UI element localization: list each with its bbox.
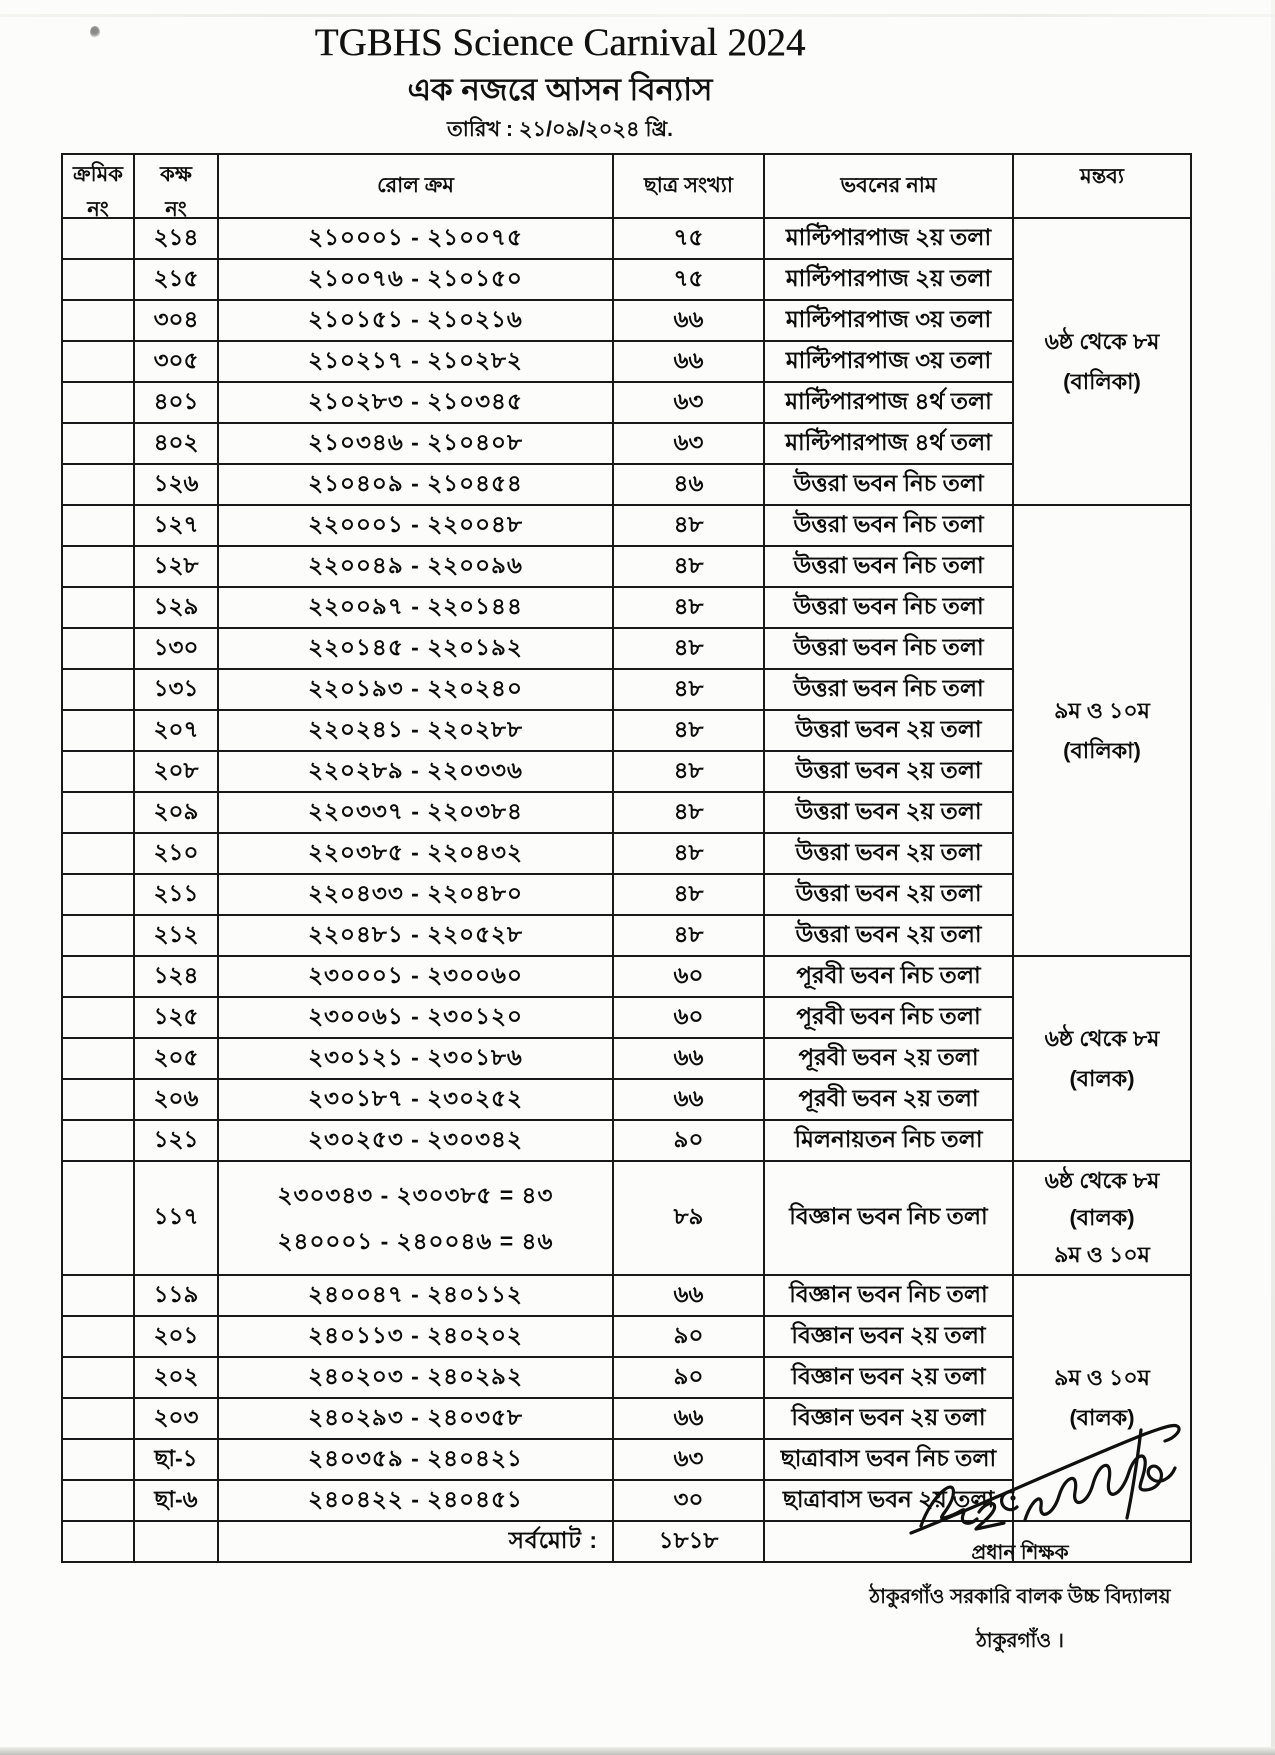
roll-cell: ২২০২৪১ - ২২০২৮৮ (218, 710, 613, 751)
table-row (62, 505, 1191, 546)
roll-cell: ২৪০৩৫৯ - ২৪০৪২১ (218, 1439, 613, 1480)
roll-cell: ২২০০০১ - ২২০০৪৮ (218, 505, 613, 546)
designation-label: প্রধান শিক্ষক (971, 1542, 1069, 1564)
count-cell: ৬০ (613, 997, 764, 1038)
remark-cell (1013, 218, 1191, 505)
serial-cell (62, 956, 134, 997)
date-line: তারিখ : ২১/০৯/২০২৪ খ্রি. (447, 118, 673, 141)
serial-cell (62, 423, 134, 464)
room-cell: ১১৭ (134, 1161, 218, 1275)
roll-cell: ২৪০৪২২ - ২৪০৪৫১ (218, 1480, 613, 1521)
building-cell: বিজ্ঞান ভবন ২য় তলা (764, 1316, 1013, 1357)
count-cell: ৯০ (613, 1316, 764, 1357)
serial-cell (62, 628, 134, 669)
roll-cell: ২৪০২৯৩ - ২৪০৩৫৮ (218, 1398, 613, 1439)
roll-cell: ২২০৩৩৭ - ২২০৩৮৪ (218, 792, 613, 833)
roll-cell: ২৩০০৬১ - ২৩০১২০ (218, 997, 613, 1038)
room-cell: ২০৯ (134, 792, 218, 833)
serial-cell (62, 1316, 134, 1357)
room-cell: ১২৮ (134, 546, 218, 587)
count-cell: ৯০ (613, 1120, 764, 1161)
serial-cell (62, 1120, 134, 1161)
building-cell: উত্তরা ভবন ২য় তলা (764, 874, 1013, 915)
count-cell: ৪৬ (613, 464, 764, 505)
serial-cell (62, 1521, 134, 1562)
header-serial-line1: ক্রমিক (73, 163, 123, 186)
roll-cell: ২১০২৮৩ - ২১০৩৪৫ (218, 382, 613, 423)
count-cell: ৬৩ (613, 382, 764, 423)
building-cell: উত্তরা ভবন নিচ তলা (764, 546, 1013, 587)
serial-cell (62, 997, 134, 1038)
page-subtitle: এক নজরে আসন বিন্যাস (407, 72, 713, 107)
school-name: ঠাকুরগাঁও সরকারি বালক উচ্চ বিদ্যালয় (869, 1586, 1171, 1608)
roll-cell: ২২০১৪৫ - ২২০১৯২ (218, 628, 613, 669)
building-cell: বিজ্ঞান ভবন নিচ তলা (764, 1161, 1013, 1275)
room-cell: ১২৯ (134, 587, 218, 628)
serial-cell (62, 669, 134, 710)
serial-cell (62, 1161, 134, 1275)
scan-edge-bottom (0, 1747, 1275, 1755)
roll-cell: ২১০৩৪৬ - ২১০৪০৮ (218, 423, 613, 464)
header-building: ভবনের নাম (764, 154, 1013, 218)
count-cell: ৬৬ (613, 341, 764, 382)
roll-cell: ২১০৪০৯ - ২১০৪৫৪ (218, 464, 613, 505)
total-label-cell: সর্বমোট : (218, 1521, 613, 1562)
building-cell: উত্তরা ভবন নিচ তলা (764, 669, 1013, 710)
roll-cell: ২১০০০১ - ২১০০৭৫ (218, 218, 613, 259)
room-cell: ২০৭ (134, 710, 218, 751)
building-cell: পূরবী ভবন নিচ তলা (764, 997, 1013, 1038)
building-cell: উত্তরা ভবন নিচ তলা (764, 505, 1013, 546)
roll-cell: ২৩০১২১ - ২৩০১৮৬ (218, 1038, 613, 1079)
remark-line: ৯ম ও ১০ম (1054, 1242, 1150, 1268)
building-cell: উত্তরা ভবন ২য় তলা (764, 751, 1013, 792)
roll-cell (218, 1161, 613, 1275)
header-row (62, 154, 1191, 218)
room-cell: ৩০৫ (134, 341, 218, 382)
building-cell: মাল্টিপারপাজ ২য় তলা (764, 259, 1013, 300)
room-cell: ২০২ (134, 1357, 218, 1398)
roll-cell: ২২০৪৩৩ - ২২০৪৮০ (218, 874, 613, 915)
room-cell: ১১৯ (134, 1275, 218, 1316)
room-cell: ২১২ (134, 915, 218, 956)
remark-line: (বালিকা) (1063, 368, 1141, 394)
header-count: ছাত্র সংখ্যা (613, 154, 764, 218)
building-cell: উত্তরা ভবন নিচ তলা (764, 464, 1013, 505)
building-cell: ছাত্রাবাস ভবন নিচ তলা (764, 1439, 1013, 1480)
count-cell: ৮৯ (613, 1161, 764, 1275)
signature-block (770, 1538, 1270, 1670)
count-cell: ৪৮ (613, 874, 764, 915)
remark-cell (1013, 956, 1191, 1161)
count-cell: ৪৮ (613, 792, 764, 833)
table-row (62, 1275, 1191, 1316)
header-room-line1: কক্ষ (160, 163, 192, 186)
scan-streak-artifact (0, 14, 1275, 17)
room-cell: ২০৩ (134, 1398, 218, 1439)
room-cell: ১২১ (134, 1120, 218, 1161)
room-cell: ১৩০ (134, 628, 218, 669)
table-row (62, 956, 1191, 997)
serial-cell (62, 1275, 134, 1316)
room-cell: ২১১ (134, 874, 218, 915)
building-cell: বিজ্ঞান ভবন ২য় তলা (764, 1357, 1013, 1398)
room-cell: ২০৬ (134, 1079, 218, 1120)
serial-cell (62, 259, 134, 300)
count-cell: ৩০ (613, 1480, 764, 1521)
count-cell: ৪৮ (613, 587, 764, 628)
roll-cell: ২৪০২০৩ - ২৪০২৯২ (218, 1357, 613, 1398)
header-room-line2: নং (165, 198, 187, 221)
building-cell: মাল্টিপারপাজ ৪র্থ তলা (764, 382, 1013, 423)
count-cell: ৬৬ (613, 300, 764, 341)
room-cell: ২১০ (134, 833, 218, 874)
remark-line: (বালক) (1069, 1205, 1135, 1231)
remark-line: ৬ষ্ঠ থেকে ৮ম (1044, 329, 1160, 355)
serial-cell (62, 1439, 134, 1480)
building-cell: উত্তরা ভবন ২য় তলা (764, 833, 1013, 874)
count-cell: ৬৩ (613, 1439, 764, 1480)
serial-cell (62, 382, 134, 423)
serial-cell (62, 1357, 134, 1398)
roll-cell: ২২০০৯৭ - ২২০১৪৪ (218, 587, 613, 628)
serial-cell (62, 464, 134, 505)
room-cell: ১২৪ (134, 956, 218, 997)
building-cell: মাল্টিপারপাজ ৩য় তলা (764, 341, 1013, 382)
building-cell: মাল্টিপারপাজ ৪র্থ তলা (764, 423, 1013, 464)
building-cell: উত্তরা ভবন নিচ তলা (764, 628, 1013, 669)
remark-line: (বালক) (1069, 1065, 1135, 1091)
serial-cell (62, 341, 134, 382)
scan-edge-right (1271, 0, 1275, 1755)
roll-range-line: ২৩০৩৪৩ - ২৩০৩৮৫ = ৪৩ (277, 1181, 554, 1208)
remark-line: ৯ম ও ১০ম (1054, 1365, 1150, 1391)
serial-cell (62, 792, 134, 833)
room-cell: ৪০২ (134, 423, 218, 464)
serial-cell (62, 710, 134, 751)
signature-scribble (905, 1408, 1205, 1553)
remark-cell (1013, 505, 1191, 956)
building-cell: পূরবী ভবন ২য় তলা (764, 1038, 1013, 1079)
building-cell: উত্তরা ভবন নিচ তলা (764, 587, 1013, 628)
count-cell: ৭৫ (613, 218, 764, 259)
serial-cell (62, 1480, 134, 1521)
room-cell: ১২৭ (134, 505, 218, 546)
seating-table-body (62, 218, 1191, 1562)
building-cell: উত্তরা ভবন ২য় তলা (764, 710, 1013, 751)
roll-cell: ২২০৩৮৫ - ২২০৪৩২ (218, 833, 613, 874)
serial-cell (62, 751, 134, 792)
seating-table (61, 153, 1192, 1563)
header-room (134, 154, 218, 221)
room-cell: ২০১ (134, 1316, 218, 1357)
header-remark: মন্তব্য (1013, 154, 1191, 218)
room-cell: ৩০৪ (134, 300, 218, 341)
roll-cell: ২৩০১৮৭ - ২৩০২৫২ (218, 1079, 613, 1120)
count-cell: ৪৮ (613, 628, 764, 669)
header-serial-stack (63, 156, 133, 221)
room-cell: ২০৫ (134, 1038, 218, 1079)
room-cell: ২১৪ (134, 218, 218, 259)
room-cell: ১২৫ (134, 997, 218, 1038)
room-cell: ১২৬ (134, 464, 218, 505)
page-title: TGBHS Science Carnival 2024 (314, 21, 806, 64)
serial-cell (62, 546, 134, 587)
building-cell: উত্তরা ভবন ২য় তলা (764, 792, 1013, 833)
remark-line: ৬ষ্ঠ থেকে ৮ম (1044, 1026, 1160, 1052)
building-cell: মাল্টিপারপাজ ২য় তলা (764, 218, 1013, 259)
count-cell: ৪৮ (613, 833, 764, 874)
count-cell: ৬৬ (613, 1398, 764, 1439)
count-cell: ৬৩ (613, 423, 764, 464)
header-serial (62, 154, 134, 221)
room-cell: ২০৮ (134, 751, 218, 792)
table-row (62, 218, 1191, 259)
count-cell: ৬৬ (613, 1275, 764, 1316)
roll-cell: ২৪০০৪৭ - ২৪০১১২ (218, 1275, 613, 1316)
room-cell: ১৩১ (134, 669, 218, 710)
count-cell: ৬০ (613, 956, 764, 997)
roll-cell: ২১০১৫১ - ২১০২১৬ (218, 300, 613, 341)
roll-cell: ২২০০৪৯ - ২২০০৯৬ (218, 546, 613, 587)
building-cell: পূরবী ভবন ২য় তলা (764, 1079, 1013, 1120)
remark-line: ৬ষ্ঠ থেকে ৮ম (1044, 1168, 1160, 1193)
building-cell: মাল্টিপারপাজ ৩য় তলা (764, 300, 1013, 341)
serial-cell (62, 833, 134, 874)
roll-cell: ২২০৪৮১ - ২২০৫২৮ (218, 915, 613, 956)
remark-line: (বালক) (1069, 1404, 1135, 1430)
roll-range-line: ২৪০০০১ - ২৪০০৪৬ = ৪৬ (277, 1227, 554, 1254)
count-cell: ৪৮ (613, 751, 764, 792)
serial-cell (62, 915, 134, 956)
roll-cell: ২২০২৮৯ - ২২০৩৩৬ (218, 751, 613, 792)
building-cell: পূরবী ভবন নিচ তলা (764, 956, 1013, 997)
count-cell: ৪৮ (613, 546, 764, 587)
building-cell: ছাত্রাবাস ভবন ২য় তলা (764, 1480, 1013, 1521)
roll-cell: ২১০০৭৬ - ২১০১৫০ (218, 259, 613, 300)
roll-cell: ২১০২১৭ - ২১০২৮২ (218, 341, 613, 382)
remark-line: ৯ম ও ১০ম (1054, 698, 1150, 724)
serial-cell (62, 300, 134, 341)
remark-cell (1013, 1161, 1191, 1275)
serial-cell (62, 1038, 134, 1079)
count-cell: ৪৮ (613, 710, 764, 751)
total-value-cell: ১৮১৮ (613, 1521, 764, 1562)
room-cell: ৪০১ (134, 382, 218, 423)
room-cell: ছা-৬ (134, 1480, 218, 1521)
count-cell: ৪৮ (613, 915, 764, 956)
building-cell: বিজ্ঞান ভবন নিচ তলা (764, 1275, 1013, 1316)
roll-cell: ২২০১৯৩ - ২২০২৪০ (218, 669, 613, 710)
place-name: ঠাকুরগাঁও । (976, 1630, 1064, 1652)
serial-cell (62, 587, 134, 628)
header-roll: রোল ক্রম (218, 154, 613, 218)
roll-cell: ২৩০০০১ - ২৩০০৬০ (218, 956, 613, 997)
serial-cell (62, 1079, 134, 1120)
count-cell: ৯০ (613, 1357, 764, 1398)
building-cell: মিলনায়তন নিচ তলা (764, 1120, 1013, 1161)
serial-cell (62, 1398, 134, 1439)
serial-cell (62, 505, 134, 546)
header-serial-line2: নং (87, 198, 109, 221)
count-cell: ৭৫ (613, 259, 764, 300)
table-row (62, 1161, 1191, 1275)
roll-cell: ২৩০২৫৩ - ২৩০৩৪২ (218, 1120, 613, 1161)
room-cell: ২১৫ (134, 259, 218, 300)
building-cell: উত্তরা ভবন ২য় তলা (764, 915, 1013, 956)
room-cell (134, 1521, 218, 1562)
count-cell: ৬৬ (613, 1079, 764, 1120)
room-cell: ছা-১ (134, 1439, 218, 1480)
serial-cell (62, 874, 134, 915)
header-room-stack (135, 156, 217, 221)
roll-cell: ২৪০১১৩ - ২৪০২০২ (218, 1316, 613, 1357)
count-cell: ৬৬ (613, 1038, 764, 1079)
remark-line: (বালিকা) (1063, 737, 1141, 763)
count-cell: ৪৮ (613, 505, 764, 546)
building-cell: বিজ্ঞান ভবন ২য় তলা (764, 1398, 1013, 1439)
count-cell: ৪৮ (613, 669, 764, 710)
